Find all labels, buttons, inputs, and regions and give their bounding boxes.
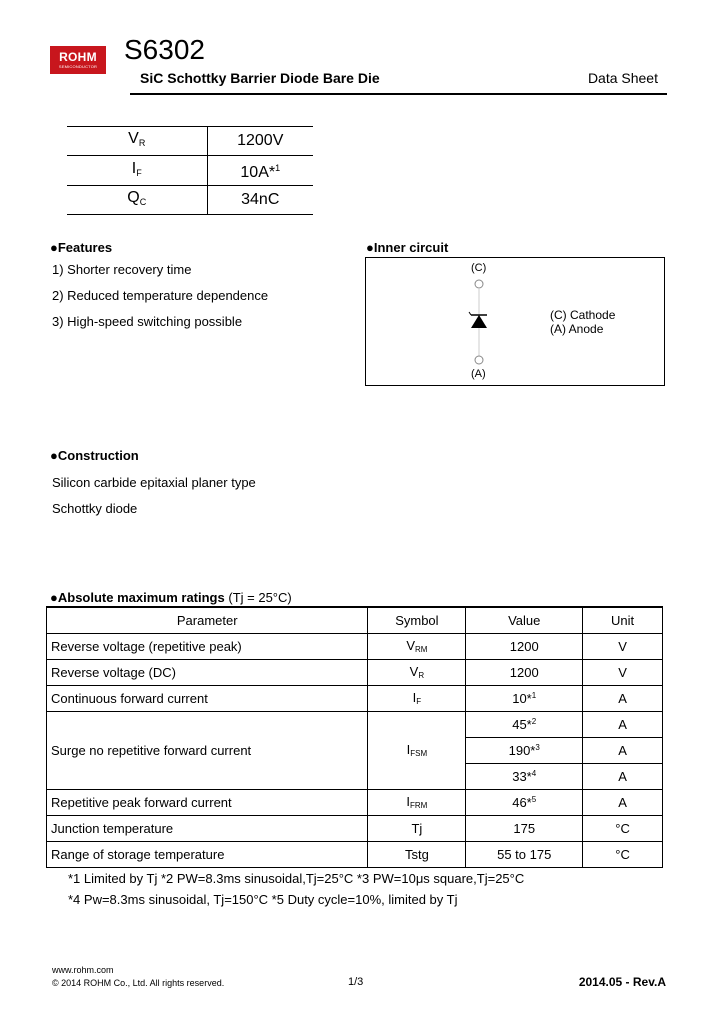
symbol-cell: Tstg <box>368 841 466 867</box>
spec-subscript: R <box>138 138 146 148</box>
value-footnote: 2 <box>531 716 537 726</box>
symbol-text: V <box>406 638 415 653</box>
feature-item: 1) Shorter recovery time <box>52 262 192 277</box>
param-cell: Reverse voltage (DC) <box>47 659 368 685</box>
symbol-cell: Tj <box>368 815 466 841</box>
value-footnote: 5 <box>531 794 537 804</box>
anode-pin-label: (A) <box>471 368 486 380</box>
unit-cell: °C <box>583 841 663 867</box>
symbol-text: I <box>406 742 411 757</box>
col-header: Parameter <box>47 607 368 633</box>
rohm-logo <box>50 46 106 74</box>
value-cell: 1200 <box>466 633 583 659</box>
unit-cell: V <box>583 633 663 659</box>
value-text: 33* <box>512 768 532 784</box>
param-cell: Surge no repetitive forward current <box>47 711 368 789</box>
product-subtitle: SiC Schottky Barrier Diode Bare Die <box>140 70 380 86</box>
table-row <box>47 841 663 867</box>
inner-circuit-title: Inner circuit <box>373 240 449 255</box>
value-cell: 175 <box>466 815 583 841</box>
construction-line: Silicon carbide epitaxial planer type <box>52 475 256 490</box>
unit-cell: A <box>583 685 663 711</box>
construction-title: Construction <box>57 448 139 463</box>
table-row <box>47 633 663 659</box>
header-rule <box>130 93 667 95</box>
spec-subscript: F <box>136 167 142 178</box>
value-cell: 55 to 175 <box>466 841 583 867</box>
feature-item: 2) Reduced temperature dependence <box>52 288 269 303</box>
part-number: S6302 <box>124 34 205 65</box>
features-title: Features <box>57 240 113 255</box>
table-row <box>47 789 663 815</box>
footer-url[interactable]: www.rohm.com <box>52 965 114 975</box>
spec-subscript: C <box>139 197 147 207</box>
footnote-line: *4 Pw=8.3ms sinusoidal, Tj=150°C *5 Duty cycle=10%, limited by Tj <box>68 892 458 907</box>
param-cell: Continuous forward current <box>47 685 368 711</box>
features-heading <box>50 240 112 255</box>
construction-heading <box>50 448 139 463</box>
value-footnote: 1 <box>531 690 537 700</box>
spec-value: 34nC <box>241 191 280 208</box>
spec-value: 10A* <box>240 164 276 181</box>
unit-cell: A <box>583 737 663 763</box>
footnote-line: *1 Limited by Tj *2 PW=8.3ms sinusoidal,Tj=25°C *3 PW=10μs square,Tj=25°C <box>68 871 525 886</box>
spec-symbol: V <box>128 130 139 147</box>
symbol-subscript: RM <box>414 645 428 654</box>
param-cell: Reverse voltage (repetitive peak) <box>47 633 368 659</box>
param-cell: Repetitive peak forward current <box>47 789 368 815</box>
unit-cell: °C <box>583 815 663 841</box>
feature-item: 3) High-speed switching possible <box>52 314 243 329</box>
ratings-header-row <box>47 607 663 633</box>
logo-subtext: SEMICONDUCTOR <box>58 64 98 69</box>
ratings-title: Absolute maximum ratings <box>57 590 225 605</box>
bullet-icon: ● <box>50 448 58 463</box>
ratings-heading <box>50 590 292 605</box>
value-cell: 1200 <box>466 659 583 685</box>
value-text: 45* <box>512 716 532 732</box>
inner-circuit-box <box>365 257 665 386</box>
value-footnote: 3 <box>535 742 540 752</box>
col-header: Symbol <box>368 607 466 633</box>
spec-symbol: Q <box>127 189 140 206</box>
col-header: Value <box>466 607 583 633</box>
param-cell: Range of storage temperature <box>47 841 368 867</box>
symbol-text: I <box>412 690 417 705</box>
key-specs-table <box>67 126 313 215</box>
symbol-subscript: FRM <box>410 801 428 810</box>
doc-type: Data Sheet <box>587 70 658 86</box>
logo-text: ROHM <box>59 50 97 64</box>
ratings-table <box>46 606 663 868</box>
param-cell: Junction temperature <box>47 815 368 841</box>
symbol-subscript: FSM <box>410 749 428 758</box>
construction-line: Schottky diode <box>52 501 138 516</box>
legend-anode: (A) Anode <box>550 322 604 336</box>
unit-cell: A <box>583 789 663 815</box>
spec-row-qc <box>67 186 313 215</box>
table-row <box>47 685 663 711</box>
unit-cell: V <box>583 659 663 685</box>
bullet-icon: ● <box>50 590 58 605</box>
spec-value: 1200V <box>237 132 284 149</box>
symbol-subscript: F <box>416 697 422 706</box>
unit-cell: A <box>583 763 663 789</box>
table-row <box>47 711 663 737</box>
ratings-condition: (Tj = 25°C) <box>228 590 292 605</box>
spec-footnote: 1 <box>275 163 281 173</box>
symbol-text: V <box>409 664 419 679</box>
value-text: 46* <box>512 794 532 810</box>
inner-circuit-heading <box>366 240 448 255</box>
spec-row-vr <box>67 127 313 156</box>
date-revision: 2014.05 - Rev.A <box>578 975 666 989</box>
col-header: Unit <box>583 607 663 633</box>
bullet-icon: ● <box>366 240 374 255</box>
diode-symbol-icon <box>461 274 501 370</box>
spec-symbol: I <box>131 159 137 177</box>
symbol-text: I <box>406 794 411 809</box>
legend-cathode: (C) Cathode <box>550 308 616 322</box>
footer-copyright: © 2014 ROHM Co., Ltd. All rights reserved. <box>52 978 225 988</box>
value-text: 10* <box>512 690 532 706</box>
page-number: 1/3 <box>348 976 364 988</box>
cathode-pin-label: (C) <box>471 262 487 274</box>
spec-row-if <box>67 156 313 186</box>
table-row <box>47 659 663 685</box>
value-footnote: 4 <box>531 768 537 778</box>
symbol-subscript: R <box>418 671 425 680</box>
unit-cell: A <box>583 711 663 737</box>
value-text: 190* <box>508 742 536 758</box>
bullet-icon: ● <box>50 240 58 255</box>
table-row <box>47 815 663 841</box>
